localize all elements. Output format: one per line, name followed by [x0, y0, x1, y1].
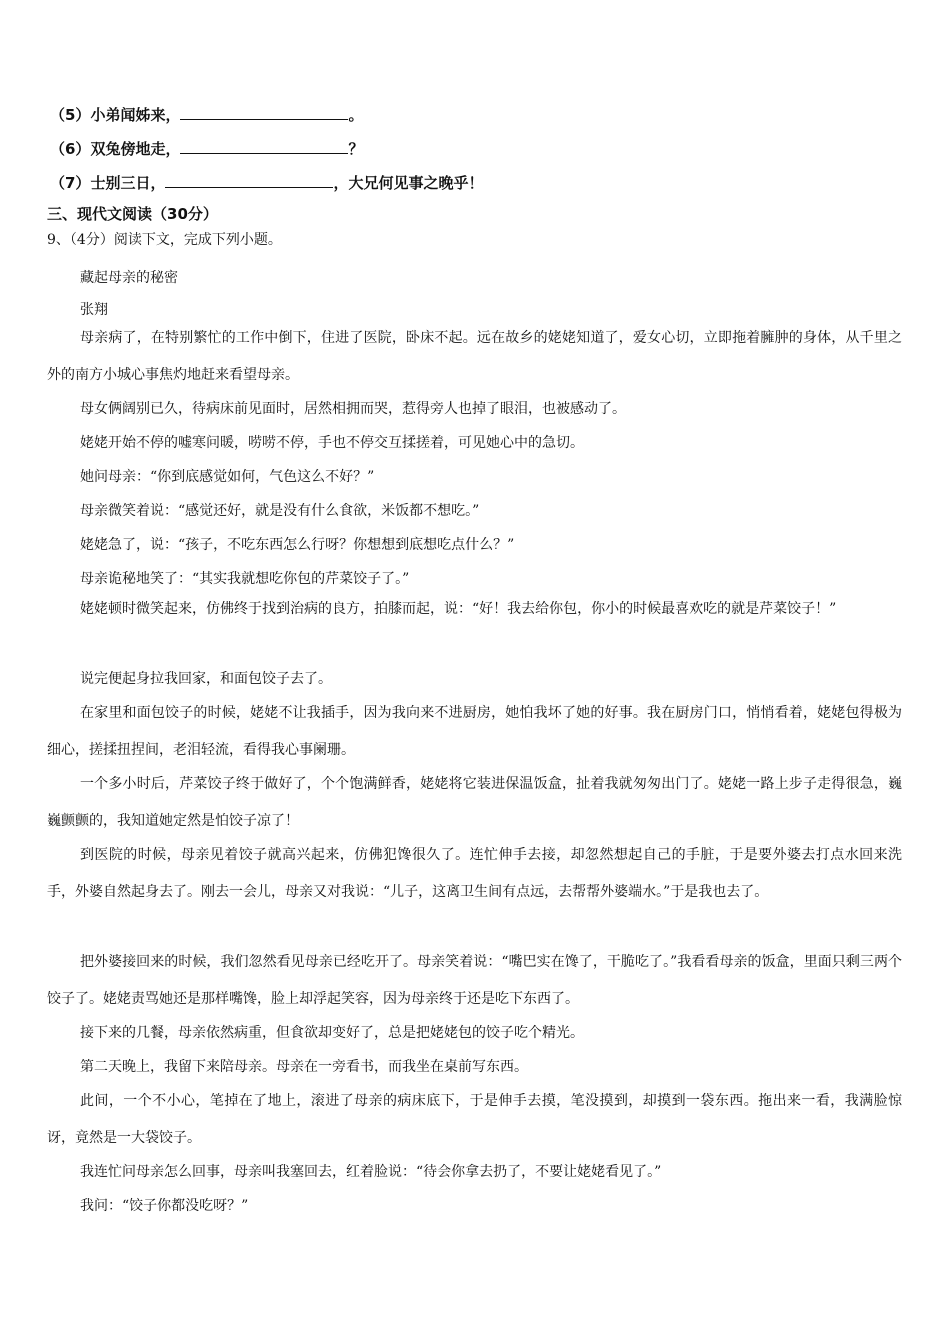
article-paragraph: 一个多小时后，芹菜饺子终于做好了，个个饱满鲜香，姥姥将它装进保温饭盒，扯着我就匆匆出门了。姥姥一路上步子走得很急，巍巍颤颤的，我知道她定然是怕饺子凉了！: [47, 776, 902, 829]
article-paragraph: 我问：“饺子你都没吃呀？”: [80, 1198, 249, 1214]
article-paragraph: 到医院的时候，母亲见着饺子就高兴起来，仿佛犯馋很久了。连忙伸手去接，却忽然想起自己的手脏，于是要外婆去打点水回来洗手，外婆自然起身去了。刚去一会儿，母亲又对我说：“儿子，这离卫生间有点远，去帮帮外婆端水。”于是我也去了。: [47, 847, 902, 900]
article-paragraph: 第二天晚上，我留下来陪母亲。母亲在一旁看书，而我坐在桌前写东西。: [80, 1059, 528, 1075]
answer-blank[interactable]: [180, 138, 348, 154]
article-paragraph: 在家里和面包饺子的时候，姥姥不让我插手，因为我向来不进厨房，她怕我坏了她的好事。我在厨房门口，悄悄看着，姥姥包得极为细心，搓揉扭捏间，老泪轻流，看得我心事阑珊。: [47, 705, 902, 758]
question-text: 士别三日，: [90, 174, 166, 192]
question-number: （6）: [50, 140, 91, 158]
article-paragraph: 说完便起身拉我回家，和面包饺子去了。: [80, 671, 332, 687]
question-header: 9、（4分）阅读下文，完成下列小题。: [47, 232, 282, 248]
article-paragraph: 母女俩阔别已久，待病床前见面时，居然相拥而哭，惹得旁人也掉了眼泪，也被感动了。: [80, 401, 626, 417]
question-number: （7）: [50, 174, 91, 192]
question-text: 小弟闻姊来，: [90, 106, 181, 124]
article-paragraph: 接下来的几餐，母亲依然病重，但食欲却变好了，总是把姥姥包的饺子吃个精光。: [80, 1025, 584, 1041]
article-author: 张翔: [80, 302, 108, 318]
article-paragraph: 她问母亲：“你到底感觉如何，气色这么不好？”: [80, 469, 375, 485]
article-paragraph: 我连忙问母亲怎么回事，母亲叫我塞回去，红着脸说：“待会你拿去扔了，不要让姥姥看见了。”: [80, 1164, 662, 1180]
article-paragraph: 母亲诡秘地笑了：“其实我就想吃你包的芹菜饺子了。”: [80, 571, 410, 587]
article-paragraph: 姥姥急了，说：“孩子，不吃东西怎么行呀？你想想到底想吃点什么？”: [80, 537, 515, 553]
fill-in-question-5: [50, 104, 363, 125]
article-paragraph: 把外婆接回来的时候，我们忽然看见母亲已经吃开了。母亲笑着说：“嘴巴实在馋了，干脆吃了。”我看看母亲的饭盒，里面只剩三两个饺子了。姥姥责骂她还是那样嘴馋，脸上却浮起笑容，因为母亲终于还是吃下东西了。: [47, 954, 902, 1007]
article-paragraph: 姥姥顿时微笑起来，仿佛终于找到治病的良方，拍膝而起，说：“好！我去给你包，你小的时候最喜欢吃的就是芹菜饺子！”: [80, 601, 837, 617]
answer-blank[interactable]: [180, 104, 348, 120]
article-paragraph: 母亲病了，在特别繁忙的工作中倒下，住进了医院，卧床不起。远在故乡的姥姥知道了，爱女心切，立即拖着臃肿的身体，从千里之外的南方小城心事焦灼地赶来看望母亲。: [47, 330, 902, 383]
question-number: （5）: [50, 106, 91, 124]
question-text-after: ，大兄何见事之晚乎！: [333, 174, 484, 192]
question-text: 双兔傍地走，: [90, 140, 181, 158]
answer-blank[interactable]: [165, 172, 333, 188]
article-title: 藏起母亲的秘密: [80, 270, 178, 286]
article-paragraph: 姥姥开始不停的嘘寒问暖，唠唠不停，手也不停交互揉搓着，可见她心中的急切。: [80, 435, 584, 451]
fill-in-question-6: [50, 138, 363, 159]
question-text-after: 。: [348, 106, 364, 124]
fill-in-question-7: [50, 172, 483, 193]
article-paragraph: 此间，一个不小心，笔掉在了地上，滚进了母亲的病床底下，于是伸手去摸，笔没摸到，却摸到一袋东西。拖出来一看，我满脸惊讶，竟然是一大袋饺子。: [47, 1093, 902, 1146]
article-paragraph: 母亲微笑着说：“感觉还好，就是没有什么食欲，米饭都不想吃。”: [80, 503, 480, 519]
section-title: 三、现代文阅读（30分）: [47, 205, 218, 223]
question-text-after: ？: [348, 140, 364, 158]
